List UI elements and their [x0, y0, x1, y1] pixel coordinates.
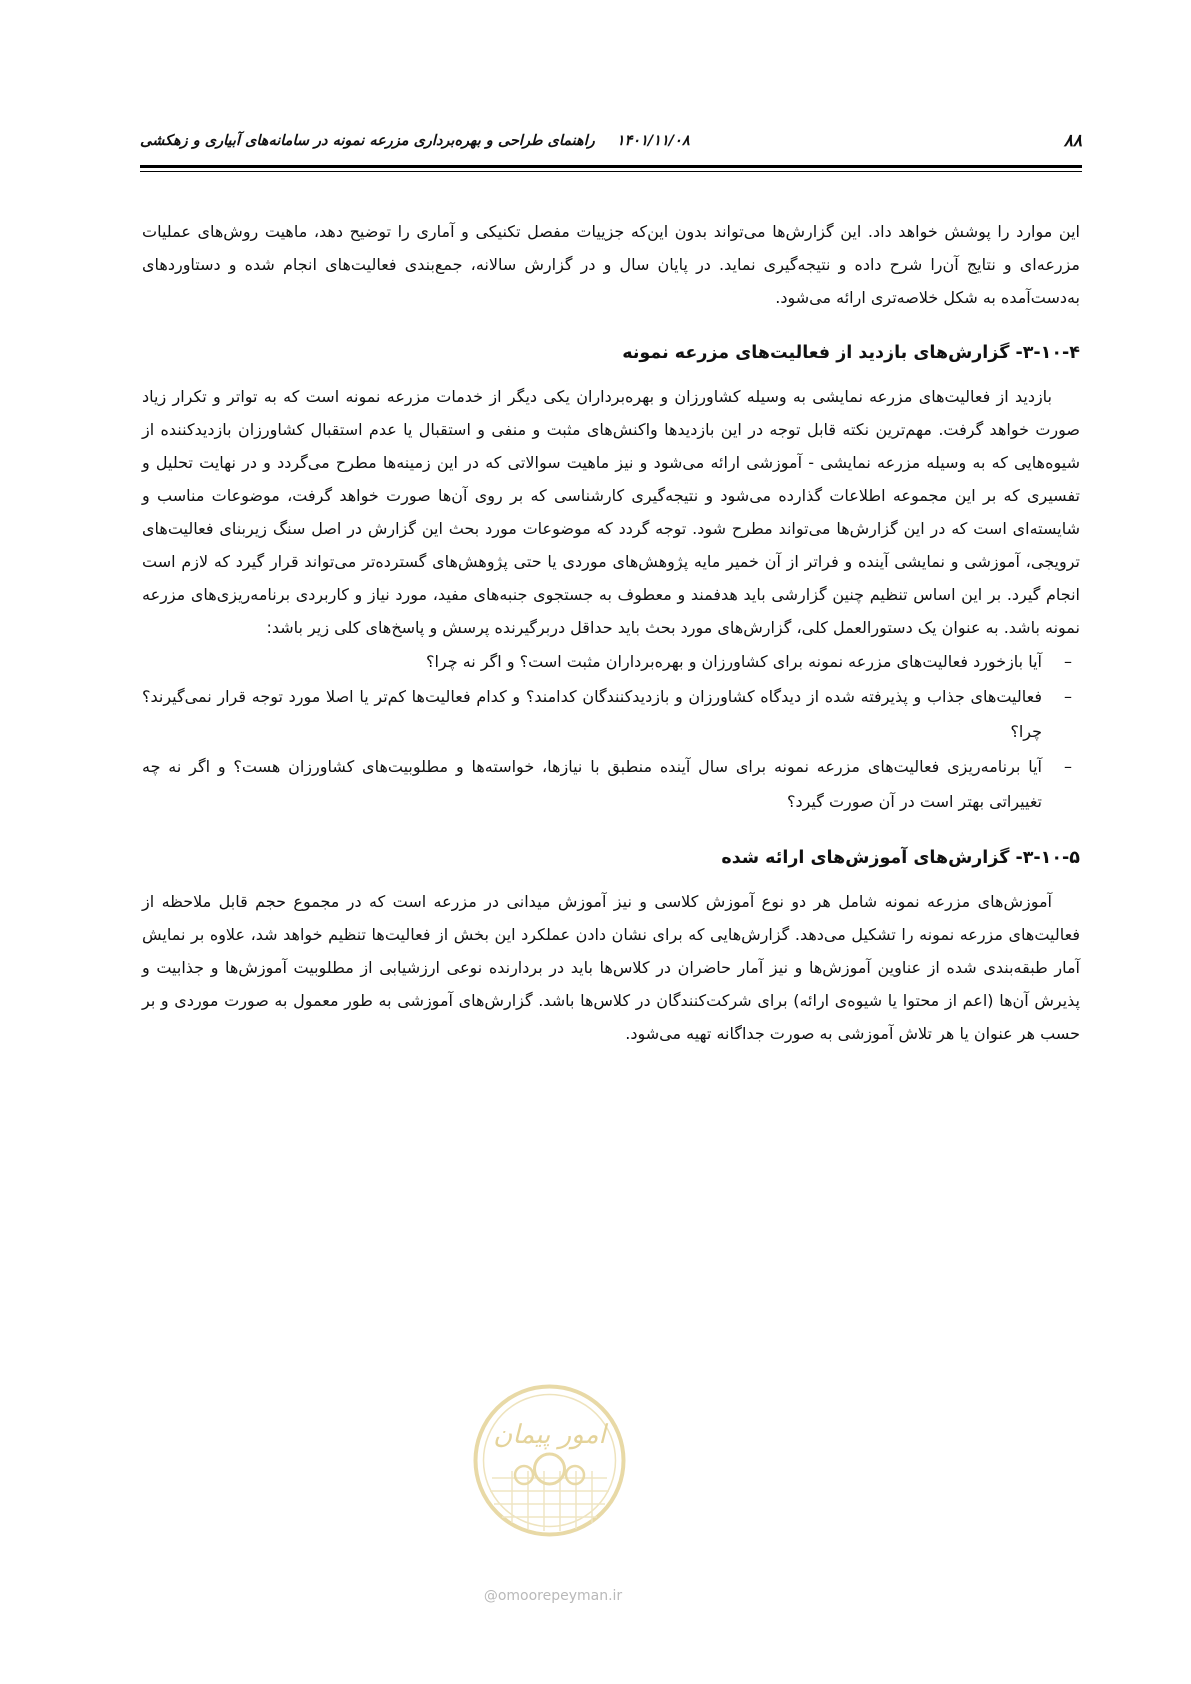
dash-bullet-icon: – — [1064, 652, 1072, 671]
body-text — [142, 215, 1080, 1050]
svg-text:امور پیمان: امور پیمان — [493, 1420, 606, 1450]
list-item: – آیا بازخورد فعالیت‌های مزرعه نمونه برای کشاورزان و بهره‌برداران مثبت است؟ و اگر نه چرا؟ — [142, 644, 1080, 679]
section-paragraph-3-10-5: آموزش‌های مزرعه نمونه شامل هر دو نوع آموزش کلاسی و نیز آموزش میدانی در مزرعه است که در مجموع حجم قابل ملاحظه از فعالیت‌های مزرعه نمونه را تشکیل می‌دهد. گزارش‌هایی که برای نشان دادن عملکرد این بخش از فعالیت‌ها تنظیم خواهد شد، علاوه بر نمایش آمار طبقه‌بندی شده از عناوین آموزش‌ها و نیز آمار حاضران در کلاس‌ها باید در بردارنده نوعی ارزشیابی از مطلوبیت آموزش‌ها و جذابیت و پذیرش آن‌ها (اعم از محتوا یا شیوه‌ی ارائه) برای شرکت‌کنندگان در کلاس‌ها باشد. گزارش‌های آموزشی به طور معمول به صورت موردی و بر حسب هر عنوان یا هر تلاش آموزشی به صورت جداگانه تهیه می‌شود. — [142, 892, 1080, 1043]
list-item: – آیا برنامه‌ریزی فعالیت‌های مزرعه نمونه برای سال آینده منطبق با نیازها، خواسته‌ها و مطلوبیت‌های کشاورزان هست؟ و اگر نه چه تغییراتی بهتر است در آن صورت گیرد؟ — [142, 749, 1080, 819]
intro-paragraph: این موارد را پوشش خواهد داد. این گزارش‌ها می‌تواند بدون این‌که جزییات مفصل تکنیکی و آماری را توضیح دهد، ماهیت روش‌های عملیات مزرعه‌ای و نتایج آن‌را شرح داده و نتیجه‌گیری نماید. در پایان سال و در گزارش سالانه، جمع‌بندی فعالیت‌های انجام شده و دستاوردهای به‌دست‌آمده به شکل خلاصه‌تری ارائه می‌شود. — [142, 222, 1080, 307]
page-number: ۸۸ — [1063, 131, 1082, 151]
dash-bullet-icon: – — [1064, 687, 1072, 706]
running-title — [140, 133, 690, 149]
section-paragraph-3-10-4: بازدید از فعالیت‌های مزرعه نمایشی به وسیله کشاورزان و بهره‌برداران یکی دیگر از خدمات مزرعه نمونه است که به تواتر و تکرار زیاد صورت خواهد گرفت. مهم‌ترین نکته قابل توجه در این بازدیدها واکنش‌های مثبت و منفی و استقبال یا عدم استقبال کشاورزان بازدیدکننده از شیوه‌هایی که به وسیله مزرعه نمایشی - آموزشی ارائه می‌شود و نیز ماهیت سوالاتی که در این زمینه‌ها مطرح می‌گردد و در نهایت تحلیل و تفسیری که بر این مجموعه اطلاعات گذارده می‌شود و نتیجه‌گیری کارشناسی که بر روی آن‌ها صورت خواهد گرفت، موضوعات مناسب و شایسته‌ای است که در این گزارش‌ها می‌تواند مطرح شود. توجه گردد که موضوعات مورد بحث این گزارش در اصل سنگ زیربنای فعالیت‌های ترویجی، آموزشی و نمایشی آینده و فراتر از آن خمیر مایه پژوهش‌های موردی یا حتی پژوهش‌های گسترده‌تر می‌تواند قرار گیرد که لازم است انجام گیرد. بر این اساس تنظیم چنین گزارشی باید هدفمند و معطوف به جستجوی جنبه‌های مفید، مورد نیاز و کاربردی برنامه‌ریزی‌های مزرعه نمونه باشد. به عنوان یک دستورالعمل کلی، گزارش‌های مورد بحث باید حداقل دربرگیرنده پرسش و پاسخ‌های کلی زیر باشد: — [142, 387, 1080, 637]
header-rule-thick — [140, 165, 1082, 168]
dash-bullet-icon: – — [1064, 757, 1072, 776]
section-heading-3-10-5: ۳-۱۰-۵- گزارش‌های آموزش‌های ارائه شده — [721, 848, 1080, 868]
list-item: – فعالیت‌های جذاب و پذیرفته شده از دیدگاه کشاورزان و بازدیدکنندگان کدامند؟ و کدام فعالیت‌ها کم‌تر یا اصلا مورد توجه قرار نمی‌گیرند؟ چرا؟ — [142, 679, 1080, 749]
header-rule-thin — [140, 171, 1082, 172]
book-title: راهنمای طراحی و بهره‌برداری مزرعه نمونه در سامانه‌های آبیاری و زهکشی — [140, 133, 595, 149]
section-heading-3-10-4: ۳-۱۰-۴- گزارش‌های بازدید از فعالیت‌های مزرعه نمونه — [622, 343, 1080, 363]
header-date: ۱۴۰۱/۱۱/۰۸ — [616, 133, 690, 149]
watermark-url: @omoorepeyman.ir — [483, 1588, 623, 1604]
watermark-seal-icon — [472, 1383, 627, 1538]
running-header — [140, 131, 1082, 161]
question-list — [142, 644, 1080, 819]
